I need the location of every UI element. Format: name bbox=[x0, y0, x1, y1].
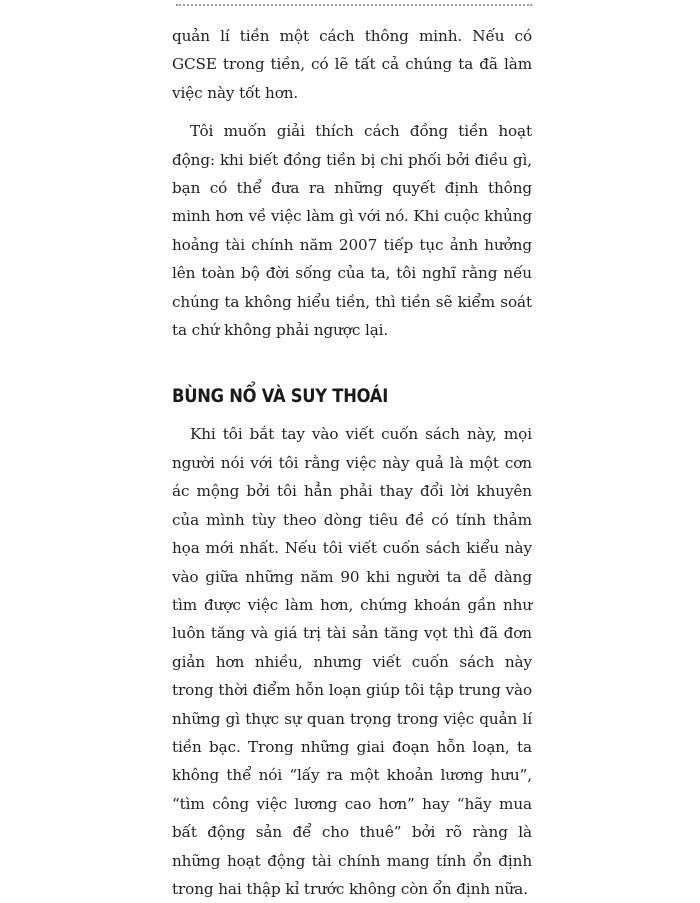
section-heading: BÙNG NỔ VÀ SUY THOÁI bbox=[172, 385, 389, 408]
book-page bbox=[172, 22, 532, 903]
paragraph-section-body: Khi tôi bắt tay vào viết cuốn sách này, mọi người nói với tôi rằng việc này quả là một cơn ác mộng bởi tôi hẳn phải thay đổi lời khuyên của mình tùy theo dòng tiêu đề có tính thảm họa mới nhất. Nếu tôi viết cuốn sách kiểu này vào giữa những năm 90 khi người ta dễ dàng tìm được việc làm hơn, chứng khoán gần như luôn tăng và giá trị tài sản tăng vọt thì đã đơn giản hơn nhiều, nhưng viết cuốn sách này trong thời điểm hỗn loạn giúp tôi tập trung vào những gì thực sự quan trọng trong việc quản lí tiền bạc. Trong những giai đoạn hỗn loạn, ta không thể nói “lấy ra một khoản lương hưu”, “tìm công việc lương cao hơn” hay “hãy mua bất động sản để cho thuê” bởi rõ ràng là những hoạt động tài chính mang tính ổn định trong hai thập kỉ trước không còn ổn định nữa. bbox=[172, 425, 532, 898]
paragraph-continued: quản lí tiền một cách thông minh. Nếu có GCSE trong tiền, có lẽ tất cả chúng ta đã làm việc này tốt hơn. bbox=[172, 27, 532, 102]
top-divider bbox=[176, 4, 532, 6]
paragraph-intro: Tôi muốn giải thích cách đồng tiền hoạt động: khi biết đồng tiền bị chi phối bởi điều gì, bạn có thể đưa ra những quyết định thông minh hơn về việc làm gì với nó. Khi cuộc khủng hoảng tài chính năm 2007 tiếp tục ảnh hưởng lên toàn bộ đời sống của ta, tôi nghĩ rằng nếu chúng ta không hiểu tiền, thì tiền sẽ kiểm soát ta chứ không phải ngược lại. bbox=[172, 122, 532, 340]
